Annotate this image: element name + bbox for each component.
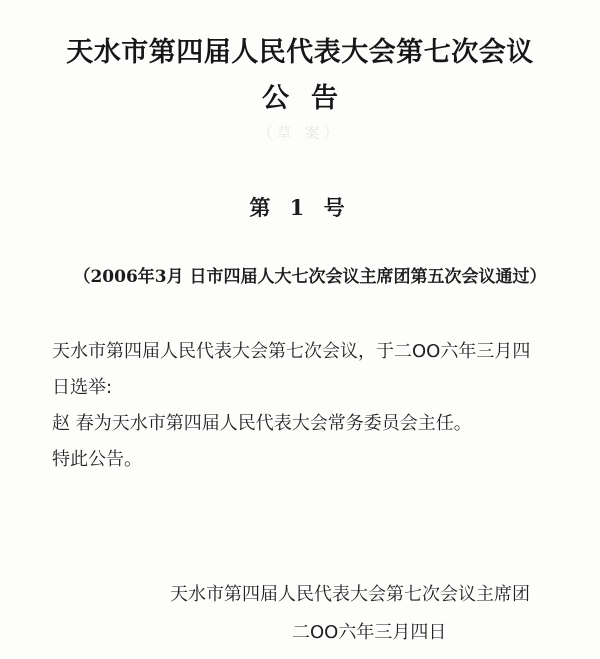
signature-organization: 天水市第四届人民代表大会第七次会议主席团 <box>170 584 530 605</box>
signature-date: 二OO六年三月四日 <box>292 622 447 643</box>
announcement-body <box>52 334 592 478</box>
body-line: 日选举: <box>52 377 113 398</box>
announcement-number: 第 1 号 <box>249 195 351 220</box>
body-line: 特此公告。 <box>52 449 142 470</box>
body-line: 天水市第四届人民代表大会第七次会议，于二OO六年三月四 <box>52 341 531 362</box>
document-title: 天水市第四届人民代表大会第七次会议 <box>66 37 534 68</box>
document-subtitle: 公告 <box>262 83 360 114</box>
passed-note: （2006年3月 日市四届人大七次会议主席团第五次会议通过） <box>73 267 547 287</box>
faint-draft-mark: （草 案） <box>257 124 343 142</box>
body-line: 赵 春为天水市第四届人民代表大会常务委员会主任。 <box>52 413 472 434</box>
